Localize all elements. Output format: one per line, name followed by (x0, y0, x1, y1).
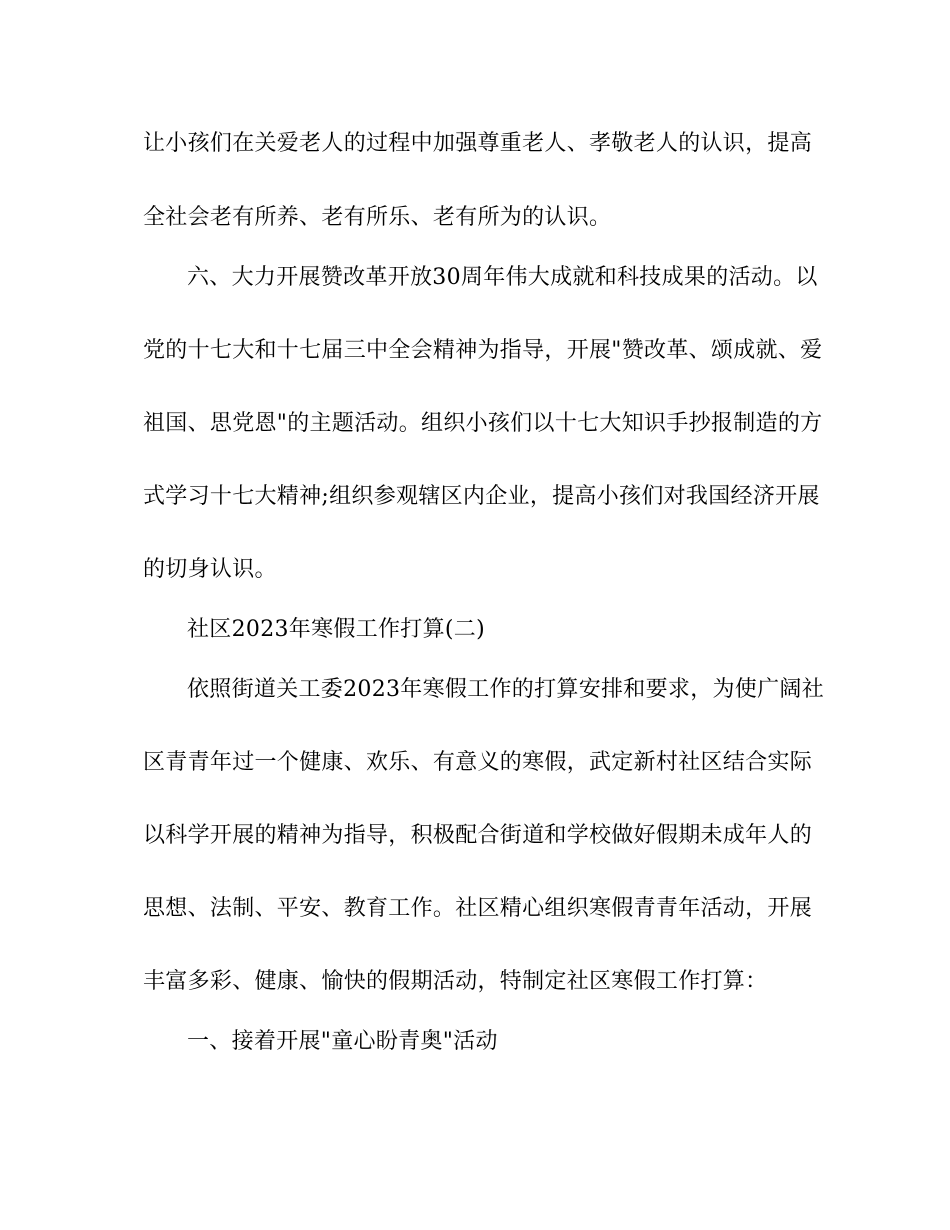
section-heading: 社区2023年寒假工作打算(二) (187, 617, 485, 642)
paragraph-line: 以科学开展的精神为指导，积极配合街道和学校做好假期未成年人的 (143, 823, 813, 848)
paragraph-line: 让小孩们在关爱老人的过程中加强尊重老人、孝敬老人的认识，提高 (143, 131, 813, 156)
paragraph-line: 祖国、思党恩"的主题活动。组织小孩们以十七大知识手抄报制造的方 (143, 411, 823, 436)
paragraph-line: 的切身认识。 (143, 557, 277, 582)
paragraph-line: 六、大力开展赞改革开放30周年伟大成就和科技成果的活动。以 (187, 265, 818, 290)
paragraph-line: 全社会老有所养、老有所乐、老有所为的认识。 (143, 205, 612, 230)
paragraph-line: 依照街道关工委2023年寒假工作的打算安排和要求，为使广阔社 (187, 677, 824, 702)
paragraph-line: 式学习十七大精神;组织参观辖区内企业，提高小孩们对我国经济开展 (143, 484, 820, 509)
paragraph-line: 党的十七大和十七届三中全会精神为指导，开展"赞改革、颂成就、爱 (143, 338, 823, 363)
paragraph-line: 丰富多彩、健康、愉快的假期活动，特制定社区寒假工作打算： (143, 969, 768, 994)
paragraph-line: 一、接着开展"童心盼青奥"活动 (187, 1029, 498, 1054)
paragraph-line: 区青青年过一个健康、欢乐、有意义的寒假，武定新村社区结合实际 (143, 750, 813, 775)
paragraph-line: 思想、法制、平安、教育工作。社区精心组织寒假青青年活动，开展 (143, 896, 813, 921)
